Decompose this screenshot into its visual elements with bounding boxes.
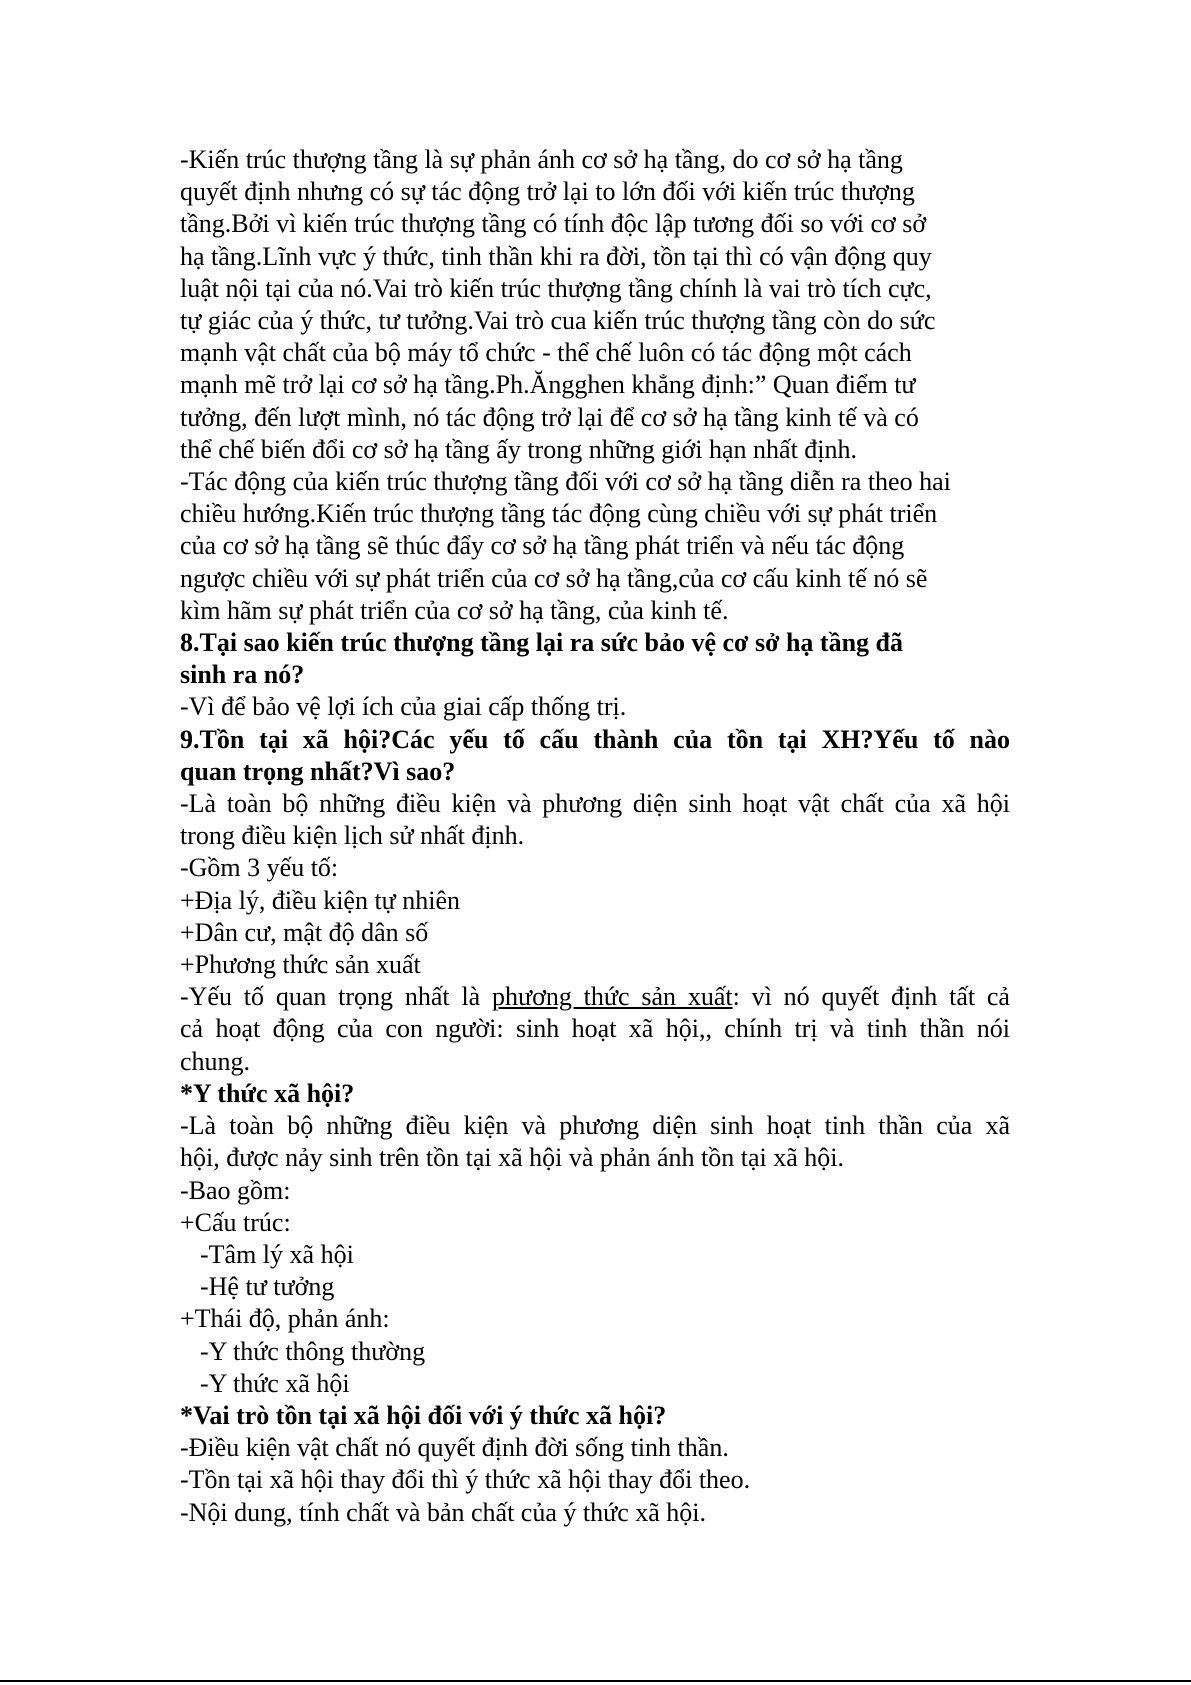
structure-item: -Hệ tư tưởng [200,1272,335,1302]
question-8-heading: sinh ra nó? [180,660,305,690]
important-factor-line [180,981,1010,1013]
important-suffix: : vì nó quyết định tất cả [732,982,1010,1012]
role-item: -Điều kiện vật chất nó quyết định đời sống tinh thần. [180,1433,729,1463]
factor-item: +Phương thức sản xuất [180,950,421,980]
question-9-answer: trong điều kiện lịch sử nhất định. [180,821,525,851]
question-8-answer: -Vì để bảo vệ lợi ích của giai cấp thống trị. [180,692,627,722]
paragraph-1-line: quyết định nhưng có sự tác động trở lại to lớn đối với kiến trúc thượng [180,177,915,207]
role-heading: *Vai trò tồn tại xã hội đối với ý thức xã hội? [180,1400,667,1430]
paragraph-2-line: kìm hãm sự phát triển của cơ sở hạ tầng, của kinh tế. [180,595,729,625]
important-prefix: -Yếu tố quan trọng nhất là [180,982,493,1012]
question-9-answer: -Là toàn bộ những điều kiện và phương diện sinh hoạt vật chất của xã hội [180,789,1010,819]
paragraph-1-line: luật nội tại của nó.Vai trò kiến trúc thượng tầng chính là vai trò tích cực, [180,273,932,303]
question-8-heading: 8.Tại sao kiến trúc thượng tầng lại ra sức bảo vệ cơ sở hạ tầng đã [180,628,903,658]
paragraph-1-line: tưởng, đến lượt mình, nó tác động trở lại để cơ sở hạ tầng kinh tế và có [180,402,919,432]
includes-label: -Bao gồm: [180,1175,291,1205]
attitude-label: +Thái độ, phản ánh: [180,1304,390,1334]
paragraph-1-line: thể chế biến đổi cơ sở hạ tầng ấy trong những giới hạn nhất định. [180,434,858,464]
paragraph-1-line: mạnh mẽ trở lại cơ sở hạ tầng.Ph.Ăngghen khẳng định:” Quan điểm tư [180,370,916,400]
paragraph-1-line: tầng.Bởi vì kiến trúc thượng tầng có tính độc lập tương đối so với cơ sở [180,209,927,239]
social-consciousness-heading: *Y thức xã hội? [180,1078,355,1108]
question-9-heading: 9.Tồn tại xã hội?Các yếu tố cấu thành của tồn tại XH?Yếu tố nào [180,724,1010,754]
paragraph-1-line: hạ tầng.Lĩnh vực ý thức, tinh thần khi ra đời, tồn tại thì có vận động quy [180,241,932,271]
social-consciousness-definition: -Là toàn bộ những điều kiện và phương diện sinh hoạt tinh thần của xã [180,1111,1010,1141]
document-page [180,144,1010,1529]
page-bottom-rule [0,1680,1191,1682]
paragraph-2-line: chiều hướng.Kiến trúc thượng tầng tác động cùng chiều với sự phát triển [180,499,938,529]
attitude-item: -Y thức thông thường [200,1336,426,1366]
role-item: -Tồn tại xã hội thay đổi thì ý thức xã hội thay đổi theo. [180,1465,751,1495]
role-item: -Nội dung, tính chất và bản chất của ý thức xã hội. [180,1497,706,1527]
factors-intro: -Gồm 3 yếu tố: [180,853,339,883]
structure-item: -Tâm lý xã hội [200,1239,354,1269]
important-factor-line: chung. [180,1046,251,1076]
paragraph-1-line: mạnh vật chất của bộ máy tổ chức - thể chế luôn có tác động một cách [180,338,912,368]
social-consciousness-definition: hội, được nảy sinh trên tồn tại xã hội và phản ánh tồn tại xã hội. [180,1143,844,1173]
factor-item: +Địa lý, điều kiện tự nhiên [180,885,461,915]
important-factor-line: cả hoạt động của con người: sinh hoạt xã hội,, chính trị và tinh thần nói [180,1014,1010,1044]
paragraph-1-line: tự giác của ý thức, tư tưởng.Vai trò cua kiến trúc thượng tầng còn do sức [180,306,936,336]
question-9-heading: quan trọng nhất?Vì sao? [180,756,456,786]
paragraph-2-line: ngược chiều với sự phát triển của cơ sở hạ tầng,của cơ cấu kinh tế nó sẽ [180,563,928,593]
paragraph-1-line: -Kiến trúc thượng tầng là sự phản ánh cơ sở hạ tầng, do cơ sở hạ tầng [180,145,903,174]
attitude-item: -Y thức xã hội [200,1368,350,1398]
paragraph-2-line: của cơ sở hạ tầng sẽ thúc đẩy cơ sở hạ tầng phát triển và nếu tác động [180,531,905,561]
factor-item: +Dân cư, mật độ dân số [180,917,429,947]
important-underlined-term: phương thức sản xuất [492,982,733,1012]
structure-label: +Cấu trúc: [180,1207,291,1237]
paragraph-2-line: -Tác động của kiến trúc thượng tầng đối với cơ sở hạ tầng diễn ra theo hai [180,467,951,497]
